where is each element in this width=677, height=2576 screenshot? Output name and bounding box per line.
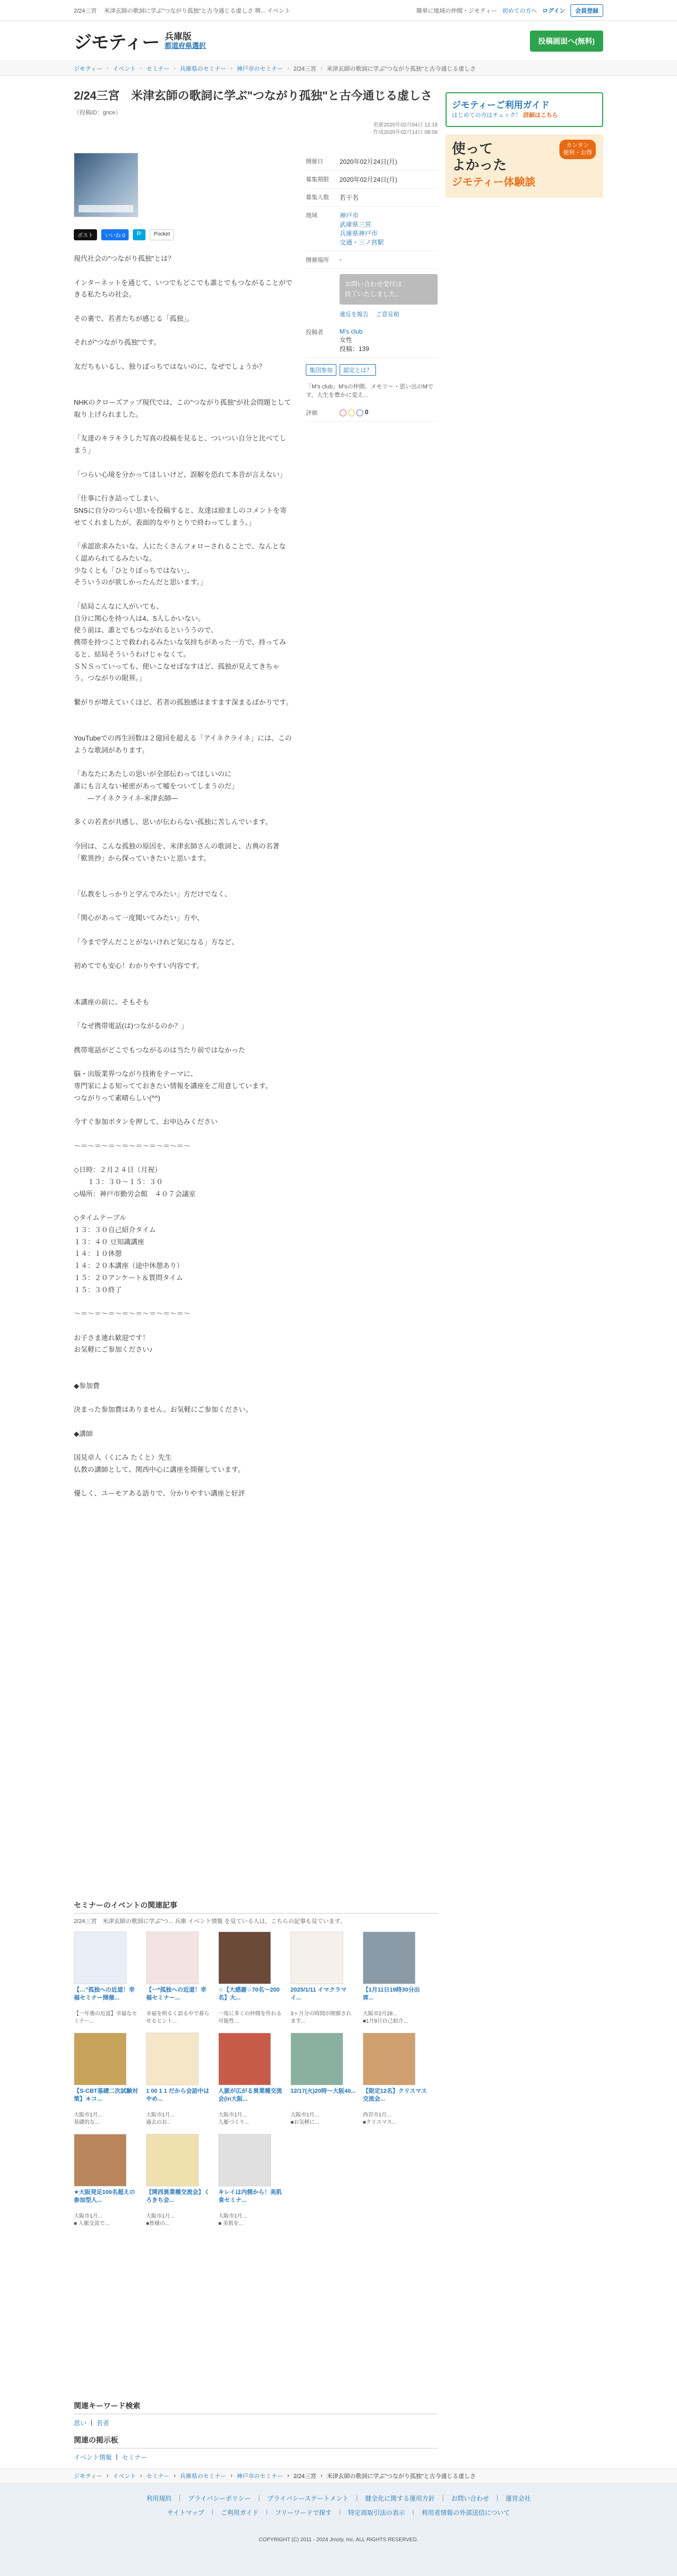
share-buttons	[74, 229, 174, 240]
breadcrumb-item[interactable]: ジモティー	[74, 65, 103, 72]
region-selector	[165, 32, 206, 50]
breadcrumb-item[interactable]: イベント	[112, 2473, 136, 2480]
post-button[interactable]: 投稿画面へ(無料)	[530, 31, 603, 52]
related-card-image[interactable]	[74, 2033, 127, 2085]
related-card-location: 3ヶ月分の時間が開催されます...	[291, 2011, 352, 2024]
related-card-title[interactable]: 【1月11日19時30分出席...	[363, 1987, 420, 2001]
login-link[interactable]: ログイン	[542, 7, 565, 14]
related-card-image[interactable]	[363, 2033, 415, 2085]
related-card-location: 【一年後の近道】幸福なセミナー...	[74, 2011, 137, 2024]
signup-button[interactable]: 会員登録	[570, 4, 603, 17]
footer-link[interactable]: 利用規約	[146, 2495, 172, 2502]
related-card-image[interactable]	[146, 2134, 199, 2187]
related-card-title[interactable]: 人脈が広がる異業種交流会(in大阪...	[218, 2088, 282, 2102]
related-card-title[interactable]: 【…"孤独への近道！幸福セミナー開催...	[74, 1987, 135, 2001]
sidebar	[446, 92, 603, 198]
related-card-title[interactable]: 【一*孤独への近道！幸福セミナー...	[146, 1987, 207, 2001]
related-card[interactable]	[74, 2033, 140, 2126]
breadcrumb-item[interactable]: 兵庫県のセミナー	[180, 2473, 227, 2480]
related-card-image[interactable]	[74, 2134, 127, 2187]
footer-link[interactable]: お問い合わせ	[451, 2495, 489, 2502]
footer-separator: |	[412, 2508, 414, 2515]
info-row: 地域 神戸市 武庫県三宮 兵庫県神戸市 交通・三ノ宮駅	[306, 207, 438, 251]
help-link[interactable]: 初めての方へ	[502, 7, 537, 14]
footer-link[interactable]: サイトマップ	[167, 2509, 205, 2516]
footer-link[interactable]: プライバシーステートメント	[267, 2495, 349, 2502]
related-card-location: 大阪市1月... 人脈づくり...	[218, 2112, 249, 2125]
site-logo[interactable]: ジモティー	[74, 33, 160, 53]
related-card[interactable]	[146, 2033, 212, 2126]
footer-separator: |	[258, 2494, 260, 2501]
post-image[interactable]	[74, 153, 138, 217]
related-card-location: 大阪市2月28... ■1月9日自己紹介...	[363, 2011, 408, 2024]
normal-icon	[348, 409, 355, 416]
board-link[interactable]: イベント情報	[74, 2454, 112, 2461]
info-row: 開催日 2020年02月24日(月)	[306, 153, 438, 171]
event-info-table	[306, 153, 438, 422]
related-card[interactable]	[363, 1931, 429, 2025]
footer-link[interactable]: プライバシーポリシー	[188, 2495, 251, 2502]
related-desc: 2/24三宮 米津玄師の歌詞に学ぶ"つ... 兵庫 イベント情報 を見ている人は、こちらの記事も見ています。	[74, 1918, 346, 1925]
keyword-link[interactable]: 思い	[74, 2419, 87, 2427]
related-card[interactable]	[291, 1931, 356, 2025]
footer-link[interactable]: ご利用ガイド	[220, 2509, 259, 2516]
breadcrumb-item[interactable]: 神戸市のセミナー	[236, 65, 283, 72]
info-row: 募集期限 2020年02月24日(月)	[306, 171, 438, 189]
hatena-bookmark-button[interactable]: B!	[133, 229, 145, 240]
topbar-note: 簡単に地域の仲間・ジモティー	[416, 7, 497, 14]
related-card-title[interactable]: 【関西異業種交流会】くろきち会...	[146, 2189, 210, 2203]
report-links	[340, 310, 438, 318]
poster-note: 「M's club」M'sの仲間。メモリ〜・思い出のMです。大生を豊かに変え...	[306, 384, 433, 399]
related-card-image[interactable]	[74, 1931, 127, 1984]
footer-separator: |	[496, 2494, 498, 2501]
related-card-image[interactable]	[218, 1931, 271, 1984]
info-row: 開催場所 -	[306, 251, 438, 269]
related-boards: 関連の掲示板 イベント情報 | セミナー	[74, 2435, 438, 2462]
related-card-location: 一度に多くの仲間を作れる可能性...	[218, 2011, 282, 2024]
pocket-button[interactable]: Pocket	[150, 229, 175, 240]
footer-separator: |	[266, 2508, 268, 2515]
breadcrumb-current: 米津玄師の歌詞に学ぶ"つながり孤独"と古今通じる虚しさ	[326, 65, 476, 72]
breadcrumb-item[interactable]: 神戸市のセミナー	[236, 2473, 283, 2480]
related-card-title[interactable]: 2025/1/11 イマクラマイ...	[291, 1987, 347, 2001]
breadcrumb-bottom: ジモティー › イベント › セミナー › 兵庫県のセミナー › 神戸市のセミナー › 2/24三宮 › 米津玄師の歌詞に学ぶ"つながり孤独"と古今通じる虚しさ	[0, 2468, 677, 2483]
updated-date: 更新2020年02月04日 12:18	[373, 122, 438, 128]
footer-separator: |	[179, 2494, 181, 2501]
tags	[306, 364, 438, 376]
related-card-image[interactable]	[218, 2134, 271, 2187]
copyright: COPYRIGHT (C) 2011 - 2024 Jmoty, Inc. ALL RIGHTS RESERVED.	[258, 2537, 419, 2543]
related-card-image[interactable]	[146, 1931, 199, 1984]
related-card-image[interactable]	[218, 2033, 271, 2085]
board-link[interactable]: セミナー	[122, 2454, 148, 2461]
related-title: セミナーのイベントの関連記事	[74, 1900, 438, 1914]
related-card-image[interactable]	[146, 2033, 199, 2085]
poster-row: 投稿者 M's club 女性 投稿：139	[306, 324, 438, 358]
related-card[interactable]	[218, 1931, 284, 2025]
related-card[interactable]	[74, 2134, 140, 2228]
breadcrumb-item: 2/24三宮	[293, 65, 316, 72]
related-card-title[interactable]: 1 00 1 1 だから会話中はやめ...	[146, 2088, 209, 2102]
breadcrumb-item[interactable]: セミナー	[146, 2473, 170, 2480]
experience-banner[interactable]: 使って よかった ジモティー体験談 カンタン 便利・お得	[446, 134, 603, 198]
facebook-like-button[interactable]: いいね 0	[101, 229, 129, 240]
related-card-title[interactable]: キレイは内側から！美肌食セミナ...	[218, 2189, 282, 2203]
topbar-title: 米津玄師の歌詞に学ぶ"つながり孤独"と古今通じる虚しさ 堺... イベント	[104, 7, 291, 14]
topbar-date: 2/24三宮	[74, 7, 97, 14]
related-card-title[interactable]: 12/17(火)20時〜大阪40...	[291, 2088, 356, 2094]
breadcrumb-item[interactable]: ジモティー	[74, 2473, 103, 2480]
related-card-location: 大阪市1月... ■お気軽に...	[291, 2112, 320, 2125]
related-articles	[74, 1900, 438, 2228]
footer-separator: |	[356, 2494, 358, 2501]
related-card[interactable]	[218, 2033, 284, 2126]
region-name: 兵庫版	[165, 32, 192, 42]
poster-post-count: 投稿：139	[340, 345, 370, 353]
rating-icons: 0	[340, 408, 438, 417]
footer-link[interactable]: フリーワードで探す	[275, 2509, 332, 2516]
breadcrumb-current: 米津玄師の歌詞に学ぶ"つながり孤独"と古今通じる虚しさ	[326, 2473, 476, 2480]
related-card[interactable]	[146, 1931, 212, 2025]
site-header	[0, 21, 677, 61]
good-icon	[340, 409, 346, 416]
related-card[interactable]	[363, 2033, 429, 2126]
breadcrumb-item: 2/24三宮	[293, 2473, 316, 2480]
breadcrumb-item[interactable]: イベント	[112, 65, 136, 72]
footer-link[interactable]: 運営会社	[505, 2495, 531, 2502]
related-card-location: 幸福を明るく語る中で暮らせるヒント...	[146, 2011, 209, 2024]
tag[interactable]: 集団参加	[306, 364, 336, 376]
footer-separator: |	[442, 2494, 444, 2501]
post-body: 現代社会の"つながり孤独"とは？ インターネットを通じて、いつでもどこでも誰とでもつながることができる私たちの社会。 その裏で、若者たちが感じる「孤独」。 それが"つながり孤独"です。 友だちもいるし、独りぼっちではないのに、なぜでしょうか？ NHKのクローズアップ現代では、この"つながり孤独"が社会問題として取り上げられました。 「友達のキラキラした写真の投稿を見ると、ついつい自分と比べてしまう」 「つらい心境を分かってほしいけど、誤解を恐れて本音が言えない」 「仕事に行き詰ってしまい、 SNSに自分のつらい思いを投稿すると、友達は励ましのコメントを寄せてくれましたが、表面的なやりとりで終わってしまう。」 「承認欲求みたいな、人にたくさんフォローされることで、なんとなく認められてるみたいな。 少なくとも「ひとりぼっちではない」、 そういうのが欲しかったんだと思います。」 「結局こんなに人がいても、 自分に関心を持つ人は4、5人しかいない。 使う前は、誰とでもつながれるといううので、 携帯を持つことで救われるみたいな気持ちがあった一方で、持ってみると、結局そういうわけじゃなくて。 ＳＮＳっていっても、使いこなせばなすほど、孤独が見えてきちゃう。つながりの限界。」 繋がりが増えていくほど、若者の孤独感はますます深まるばかりです。 YouTubeでの再生回数は２億回を超える「アイネクライネ」には、このような歌詞があります。 「あなたにあたしの思いが全部伝わってほしいのに 誰にも言えない秘密があって嘘をついてしまうのだ」 ―アイネクライネ‐米津玄師― 多くの若者が共感し、思いが伝わらない孤独に苦しんでいます。 今回は、こんな孤独の原因を、米津玄師さんの歌詞と、古典の名著「歎異抄」から探っていきたいと思います。 「仏教をしっかりと学んでみたい」方だけでなく、 「関心があって一度聞いてみたい」方や、 「今まで学んだことがないけれど気になる」方など、 初めてでも安心！わかりやすい内容です。 本講座の前に、そもそも 「なぜ携帯電話(は)つながるのか？」 携帯電話がどこでもつながるのは当たり前ではなかった 脳・出版業界つながり技術をテーマに、 専門家による知ってておきたい情報を講座をご用意しています。 つながりって素晴らしい(^^) 今すぐ参加ボタンを押して、お申込みください ～＝～＝～＝～＝～＝～＝～＝～＝～ ◇日時：２月２４日（月祝） １３：３０～１５：３０ ◇場所：神戸市勤労会館 ４０７会議室 ◇タイムテーブル １３：３０自己紹介タイム １３：４０ 豆知識講座 １４：１０休憩 １４：２０本講座（途中休憩あり） １５：２０アンケート＆質問タイム １５：３０終了 ～＝～＝～＝～＝～＝～＝～＝～＝～ お子さま連れ歓迎です！ お気軽にご参加ください♪ ◆参加費 決まった参加費はありません。お気軽にご参加ください。 ◆講師 国見卓人（くにみ たくと）先生 仏教の講師として、関西中心に講座を開催しています。 優しく、ユーモアある語りで、分かりやすい講座と好評	[74, 255, 293, 1498]
related-card[interactable]	[218, 2134, 284, 2228]
keyword-search: 関連キーワード検索 思い | 若者	[74, 2401, 438, 2427]
related-card-location: 大阪市1月... ■皆様の...	[146, 2213, 175, 2227]
footer-link[interactable]: 特定商取引法の表示	[348, 2509, 405, 2516]
related-card-location: 西宮市1月... ■クリスマス...	[363, 2112, 396, 2125]
related-card-image[interactable]	[291, 2033, 343, 2085]
poster-name[interactable]: M's club	[340, 328, 363, 336]
related-card-title[interactable]: ☆【大感謝☆70名〜200名】大...	[218, 1987, 280, 2001]
related-card[interactable]	[291, 2033, 356, 2126]
related-card-location: 大阪市1月... ■ 美肌を...	[218, 2213, 247, 2227]
post-title: 2/24三宮 米津玄師の歌詞に学ぶ"つながり孤独"と古今通じる虚しさ	[74, 89, 432, 102]
footer-link[interactable]: 利用者情報の外部送信について	[421, 2509, 510, 2516]
tag[interactable]: 認定とは？	[340, 364, 376, 376]
created-date: 作成2020年02月14日 08:58	[373, 129, 438, 135]
info-row: 募集人数 若干名	[306, 189, 438, 207]
poster-gender: 女性	[340, 336, 353, 344]
related-card-image[interactable]	[363, 1931, 415, 1984]
related-card-location: 大阪市1月... 基礎的な...	[74, 2112, 102, 2125]
topbar	[0, 0, 677, 21]
rating-row: 評価 0	[306, 404, 438, 422]
related-card-location: 大阪市1月... ■ 人脈交流で...	[74, 2213, 110, 2227]
related-card[interactable]	[74, 1931, 140, 2025]
related-card-title[interactable]: ★大阪発足100名超えの参加型人...	[74, 2189, 136, 2203]
main-column	[74, 79, 438, 1498]
guide-banner[interactable]: ジモティーご利用ガイド はじめての方はチェック！ 詳細はこちら	[446, 92, 603, 127]
breadcrumb: ジモティー › イベント › セミナー › 兵庫県のセミナー › 神戸市のセミナー › 2/24三宮 › 米津玄師の歌詞に学ぶ"つながり孤独"と古今通じる虚しさ	[0, 61, 677, 76]
region-select-link[interactable]: 都道府県選択	[165, 41, 206, 50]
contact-closed-notice: お問い合わせ受付は 終了いたしました。	[340, 274, 438, 305]
related-grid	[74, 1931, 438, 2228]
related-card[interactable]	[146, 2134, 212, 2228]
x-share-button[interactable]: ポスト	[74, 229, 97, 240]
footer-link[interactable]: 健全化に関する運用方針	[365, 2495, 435, 2502]
post-id: （投稿ID：gnce）	[74, 109, 121, 116]
footer-separator: |	[339, 2508, 341, 2515]
post-dates	[74, 122, 438, 136]
keyword-link[interactable]: 若者	[96, 2419, 110, 2427]
breadcrumb-item[interactable]: セミナー	[146, 65, 170, 72]
breadcrumb-item[interactable]: 兵庫県のセミナー	[180, 65, 227, 72]
bad-icon	[356, 409, 363, 416]
report-link[interactable]: 違反を報告	[340, 311, 369, 318]
related-card-title[interactable]: 【限定12名】クリスマス交流会...	[363, 2088, 427, 2102]
site-footer	[0, 2483, 677, 2576]
related-card-title[interactable]: 【S-CBT基礎二次試験対策】＊コ...	[74, 2088, 138, 2102]
related-card-location: 大阪市1月... 過去のお..	[146, 2112, 175, 2125]
feedback-link[interactable]: ご意見箱	[376, 311, 399, 318]
footer-separator: |	[211, 2508, 214, 2515]
related-card-image[interactable]	[291, 1931, 343, 1984]
